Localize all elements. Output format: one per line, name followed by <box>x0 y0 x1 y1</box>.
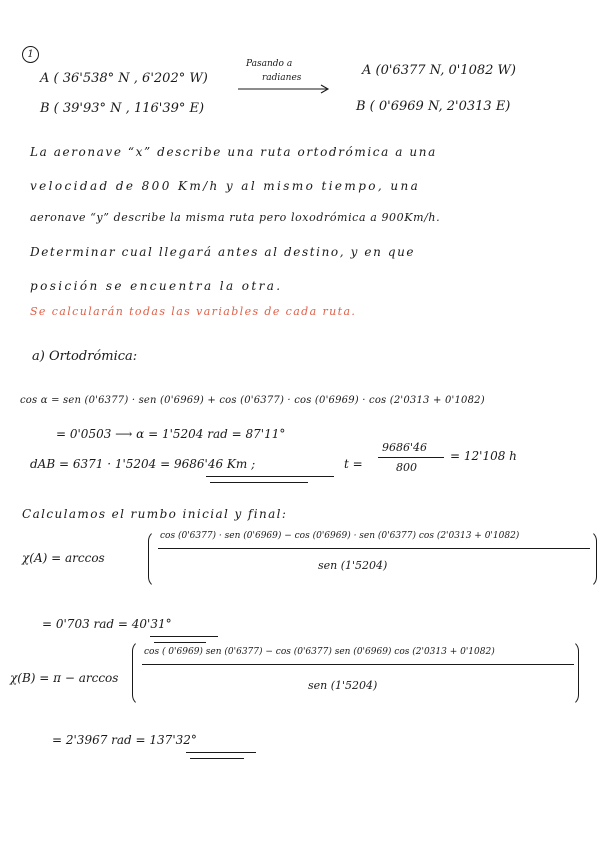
section-a-heading: a) Ortodrómica: <box>32 349 138 364</box>
time-lhs: t = <box>344 457 363 471</box>
chi-b-left-paren <box>132 640 143 706</box>
chi-b-fraction-bar <box>142 664 574 665</box>
red-note: Se calcularán todas las variables de cada ruta. <box>30 305 357 318</box>
problem-number: 1 <box>22 46 39 63</box>
conversion-note-line1: Pasando a <box>246 59 293 69</box>
point-b-radians: B ( 0'6969 N, 2'0313 E) <box>356 99 511 114</box>
chi-b-result: = 2'3967 rad = 137'32° <box>52 733 197 747</box>
chi-a-left-paren <box>148 530 159 588</box>
alpha-result: = 0'0503 ⟶ α = 1'5204 rad = 87'11° <box>56 427 286 441</box>
chi-b-underline <box>186 752 256 753</box>
time-numerator: 9686'46 <box>382 441 428 454</box>
time-result: = 12'108 h <box>450 449 517 463</box>
chi-a-right-paren <box>586 530 597 588</box>
statement-line-1: La aeronave “x” describe una ruta ortodrómica a una <box>30 145 437 159</box>
cos-alpha-equation: cos α = sen (0'6377) · sen (0'6969) + cos (0'6377) · cos (0'6969) · cos (2'0313 + 0'1082) <box>20 395 485 406</box>
chi-b-lhs: χ(B) = π − arccos <box>10 671 119 685</box>
chi-a-fraction-bar <box>158 548 590 549</box>
chi-a-denominator: sen (1'5204) <box>318 559 388 572</box>
time-fraction-bar <box>378 457 444 458</box>
distance-equation: dAB = 6371 · 1'5204 = 9686'46 Km ; <box>30 457 256 471</box>
distance-underline <box>206 476 334 477</box>
chi-b-numerator: cos ( 0'6969) sen (0'6377) − cos (0'6377) sen (0'6969) cos (2'0313 + 0'1082) <box>144 647 495 657</box>
point-a-degrees: A ( 36'538° N , 6'202° W) <box>40 71 208 86</box>
point-a-radians: A (0'6377 N, 0'1082 W) <box>362 63 516 78</box>
point-b-degrees: B ( 39'93° N , 116'39° E) <box>40 101 205 116</box>
chi-b-denominator: sen (1'5204) <box>308 679 378 692</box>
chi-b-right-paren <box>568 640 579 706</box>
chi-a-result: = 0'703 rad = 40'31° <box>42 617 172 631</box>
chi-a-underline <box>150 636 218 637</box>
statement-line-2: velocidad de 800 Km/h y al mismo tiempo, una <box>30 179 421 193</box>
chi-a-lhs: χ(A) = arccos <box>22 551 105 565</box>
distance-underline-2 <box>210 482 308 483</box>
statement-line-3: aeronave “y” describe la misma ruta pero loxodrómica a 900Km/h. <box>30 211 441 224</box>
time-denominator: 800 <box>396 461 417 474</box>
conversion-note-line2: radianes <box>262 73 302 83</box>
chi-b-underline-2 <box>190 758 244 759</box>
chi-a-numerator: cos (0'6377) · sen (0'6969) − cos (0'6969) · sen (0'6377) cos (2'0313 + 0'1082) <box>160 531 520 541</box>
statement-line-4: Determinar cual llegará antes al destino, y en que <box>30 245 416 259</box>
chi-a-underline-2 <box>154 642 206 643</box>
rumbo-intro: Calculamos el rumbo inicial y final: <box>22 507 288 521</box>
statement-line-5: posición se encuentra la otra. <box>30 279 283 293</box>
